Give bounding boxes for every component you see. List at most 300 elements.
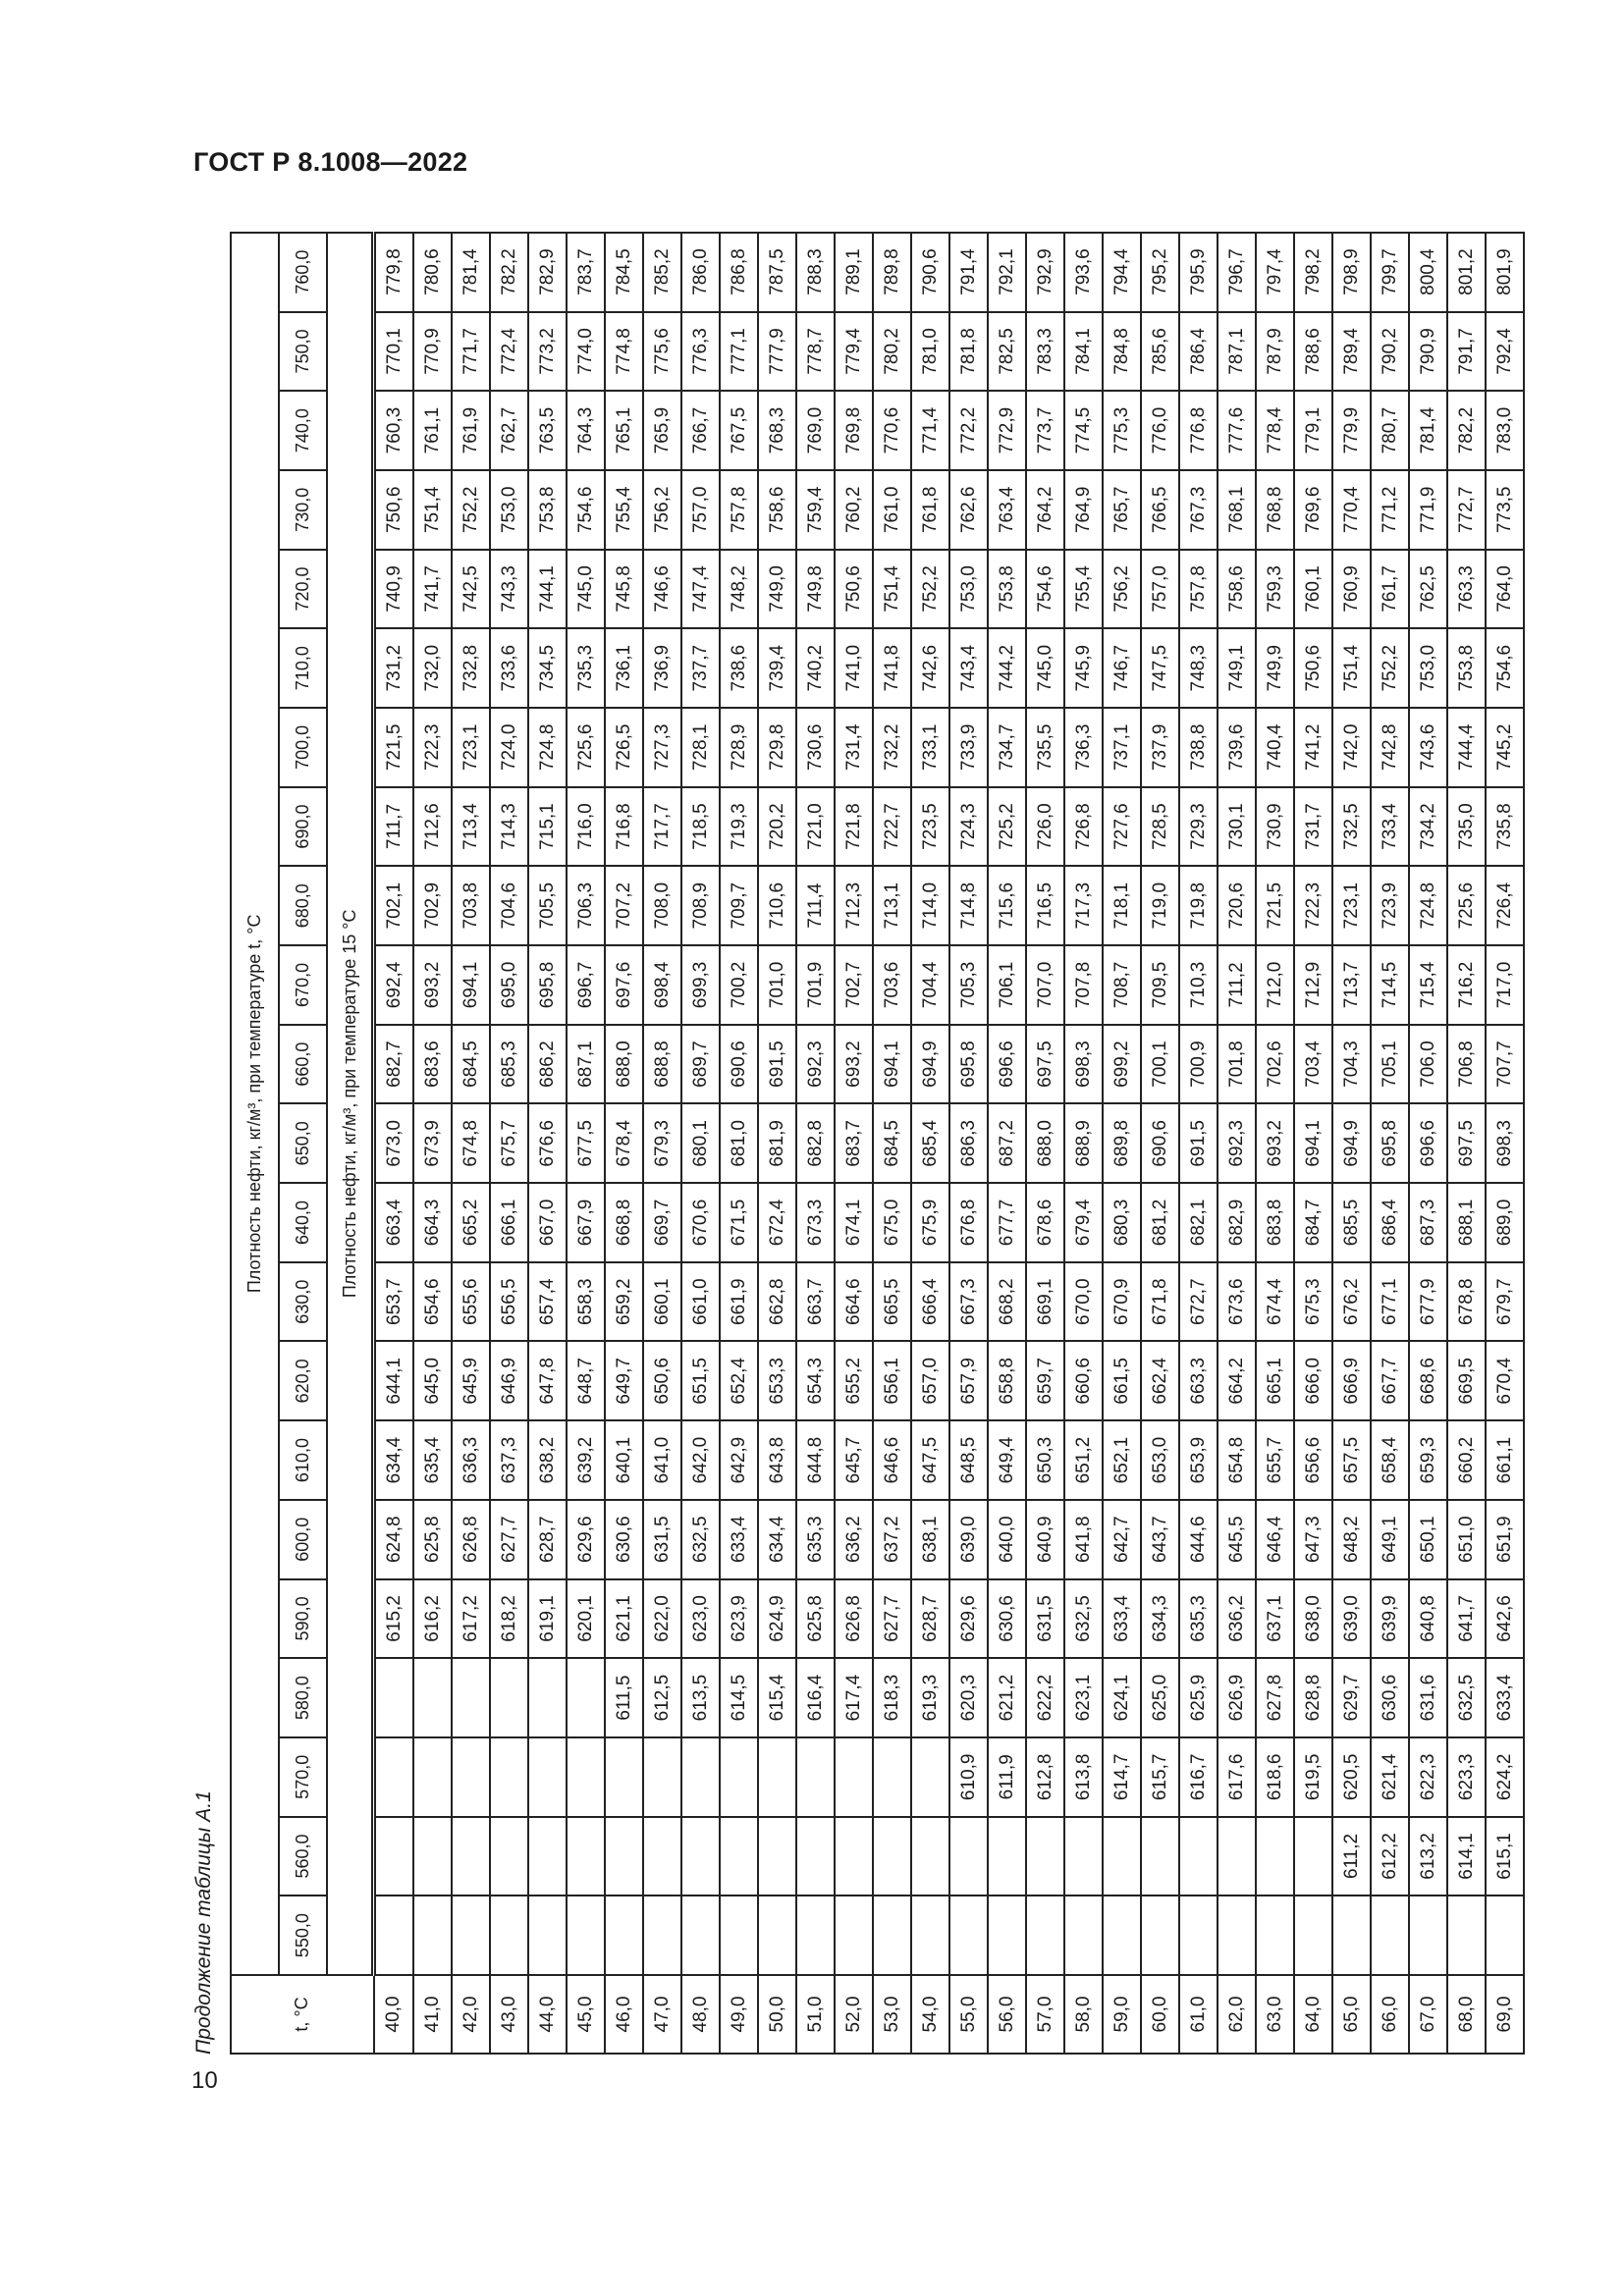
density-value-cell: 645,5 [1218, 1500, 1256, 1579]
density-value-cell: 689,8 [1103, 1103, 1141, 1183]
density-value-cell [1486, 1896, 1524, 1975]
density-value-cell: 702,6 [1256, 1025, 1294, 1104]
density-value-cell: 770,4 [1332, 470, 1371, 550]
density-value-cell: 616,4 [796, 1658, 835, 1737]
density-value-cell: 663,7 [796, 1262, 835, 1342]
density-value-cell: 699,2 [1103, 1025, 1141, 1104]
density-value-cell: 616,2 [413, 1579, 452, 1659]
density-value-cell: 642,7 [1103, 1500, 1141, 1579]
density-value-cell: 752,2 [1371, 628, 1409, 708]
density-value-cell: 668,2 [988, 1262, 1026, 1342]
density-value-cell: 632,5 [1064, 1579, 1103, 1659]
density-value-cell: 783,3 [1026, 312, 1064, 392]
density-value-cell: 691,5 [1179, 1103, 1218, 1183]
density-value-cell [873, 1896, 911, 1975]
density-value-cell: 770,1 [374, 312, 414, 392]
density-value-cell: 623,9 [720, 1579, 758, 1659]
density-value-cell: 668,6 [1409, 1342, 1447, 1421]
density-value-cell: 743,4 [949, 628, 988, 708]
table-row [490, 233, 528, 2054]
density-value-cell: 667,9 [567, 1183, 605, 1262]
density-value-cell: 696,6 [1409, 1103, 1447, 1183]
t-column-header: t, °C [231, 1975, 374, 2054]
density-value-cell: 781,4 [1409, 391, 1447, 470]
density-value-cell: 777,9 [758, 312, 796, 392]
density-value-cell: 661,5 [1103, 1342, 1141, 1421]
density-value-cell: 744,1 [528, 550, 567, 629]
density-value-cell: 646,9 [490, 1342, 528, 1421]
density-value-cell: 734,2 [1409, 787, 1447, 867]
density-value-cell: 754,6 [567, 470, 605, 550]
density-value-cell [911, 1817, 949, 1896]
density-column-header: 760,0 [279, 233, 327, 312]
density-value-cell: 659,2 [605, 1262, 643, 1342]
density-value-cell: 703,4 [1294, 1025, 1332, 1104]
density-value-cell: 647,5 [911, 1420, 949, 1500]
temperature-cell: 45,0 [567, 1975, 605, 2054]
density-value-cell: 692,3 [1218, 1103, 1256, 1183]
density-value-cell: 780,2 [873, 312, 911, 392]
density-value-cell: 733,1 [911, 708, 949, 787]
density-value-cell: 773,2 [528, 312, 567, 392]
density-value-cell [988, 1817, 1026, 1896]
density-value-cell: 682,1 [1179, 1183, 1218, 1262]
density-value-cell: 625,8 [796, 1579, 835, 1659]
density-value-cell: 615,2 [374, 1579, 414, 1659]
density-value-cell: 783,7 [567, 233, 605, 312]
density-value-cell [374, 1817, 414, 1896]
temperature-cell: 61,0 [1179, 1975, 1218, 2054]
density-value-cell: 641,7 [1447, 1579, 1486, 1659]
density-value-cell: 788,3 [796, 233, 835, 312]
density-value-cell: 633,4 [1103, 1579, 1141, 1659]
table-row [1179, 233, 1218, 2054]
table-row [1103, 233, 1141, 2054]
density-value-cell: 690,6 [1141, 1103, 1179, 1183]
density-value-cell: 708,7 [1103, 945, 1141, 1025]
density-value-cell: 764,3 [567, 391, 605, 470]
density-value-cell: 694,1 [452, 945, 490, 1025]
density-value-cell: 765,9 [643, 391, 681, 470]
density-value-cell: 733,6 [490, 628, 528, 708]
density-value-cell: 672,4 [758, 1183, 796, 1262]
density-value-cell: 656,5 [490, 1262, 528, 1342]
density-value-cell: 722,7 [873, 787, 911, 867]
density-column-header: 580,0 [279, 1658, 327, 1737]
density-value-cell: 703,8 [452, 866, 490, 945]
density-value-cell: 654,8 [1218, 1420, 1256, 1500]
density-value-cell: 747,4 [681, 550, 720, 629]
temperature-cell: 64,0 [1294, 1975, 1332, 2054]
density-value-cell: 738,8 [1179, 708, 1218, 787]
density-value-cell [949, 1896, 988, 1975]
density-value-cell: 652,1 [1103, 1420, 1141, 1500]
density-value-cell: 786,8 [720, 233, 758, 312]
table-row [1371, 233, 1409, 2054]
density-value-cell: 744,2 [988, 628, 1026, 708]
density-value-cell: 715,6 [988, 866, 1026, 945]
density-value-cell [528, 1658, 567, 1737]
density-value-cell: 697,5 [1026, 1025, 1064, 1104]
density-value-cell [681, 1737, 720, 1817]
density-value-cell: 732,5 [1332, 787, 1371, 867]
density-value-cell: 726,5 [605, 708, 643, 787]
density-value-cell: 700,9 [1179, 1025, 1218, 1104]
density-value-cell [758, 1737, 796, 1817]
density-value-cell: 721,0 [796, 787, 835, 867]
density-value-cell: 733,4 [1371, 787, 1409, 867]
temperature-cell: 50,0 [758, 1975, 796, 2054]
temperature-cell: 69,0 [1486, 1975, 1524, 2054]
density-value-cell: 647,3 [1294, 1500, 1332, 1579]
density-value-cell: 679,4 [1064, 1183, 1103, 1262]
group-header: Плотность нефти, кг/м³, при температуре t, °C [231, 233, 279, 1975]
temperature-cell: 53,0 [873, 1975, 911, 2054]
density-value-cell: 699,3 [681, 945, 720, 1025]
density-value-cell [835, 1896, 873, 1975]
density-value-cell: 639,2 [567, 1420, 605, 1500]
density-value-cell: 702,9 [413, 866, 452, 945]
density-value-cell: 775,3 [1103, 391, 1141, 470]
temperature-cell: 55,0 [949, 1975, 988, 2054]
density-value-cell: 659,7 [1026, 1342, 1064, 1421]
density-value-cell: 738,6 [720, 628, 758, 708]
density-value-cell: 801,2 [1447, 233, 1486, 312]
density-value-cell: 775,6 [643, 312, 681, 392]
density-value-cell: 644,8 [796, 1420, 835, 1500]
density-value-cell: 765,7 [1103, 470, 1141, 550]
density-value-cell: 739,6 [1218, 708, 1256, 787]
density-value-cell: 646,6 [873, 1420, 911, 1500]
density-value-cell: 692,3 [796, 1025, 835, 1104]
temperature-cell: 42,0 [452, 1975, 490, 2054]
density-value-cell: 651,0 [1447, 1500, 1486, 1579]
density-value-cell: 753,0 [949, 550, 988, 629]
density-value-cell: 761,8 [911, 470, 949, 550]
density-value-cell: 677,1 [1371, 1262, 1409, 1342]
density-value-cell: 755,4 [1064, 550, 1103, 629]
density-value-cell: 641,8 [1064, 1500, 1103, 1579]
table-row [1256, 233, 1294, 2054]
density-value-cell: 770,9 [413, 312, 452, 392]
density-value-cell: 754,6 [1486, 628, 1524, 708]
density-value-cell [758, 1817, 796, 1896]
density-value-cell: 697,5 [1447, 1103, 1486, 1183]
temperature-cell: 59,0 [1103, 1975, 1141, 2054]
table-row [1141, 233, 1179, 2054]
density-value-cell: 649,1 [1371, 1500, 1409, 1579]
density-value-cell: 760,1 [1294, 550, 1332, 629]
density-value-cell: 613,5 [681, 1658, 720, 1737]
density-value-cell: 759,4 [796, 470, 835, 550]
density-value-cell: 683,7 [835, 1103, 873, 1183]
density-value-cell: 631,5 [1026, 1579, 1064, 1659]
density-value-cell: 700,2 [720, 945, 758, 1025]
table-row [1447, 233, 1486, 2054]
density-value-cell [873, 1817, 911, 1896]
temperature-cell: 52,0 [835, 1975, 873, 2054]
density-value-cell: 694,9 [911, 1025, 949, 1104]
density-value-cell: 715,1 [528, 787, 567, 867]
density-value-cell [605, 1737, 643, 1817]
density-value-cell: 614,1 [1447, 1817, 1486, 1896]
temperature-cell: 44,0 [528, 1975, 567, 2054]
density-value-cell: 675,0 [873, 1183, 911, 1262]
density-value-cell: 727,3 [643, 708, 681, 787]
density-value-cell: 657,4 [528, 1262, 567, 1342]
density-value-cell: 726,0 [1026, 787, 1064, 867]
density-value-cell: 725,6 [1447, 866, 1486, 945]
density-value-cell: 785,6 [1141, 312, 1179, 392]
density-value-cell: 696,6 [988, 1025, 1026, 1104]
density-value-cell: 644,6 [1179, 1500, 1218, 1579]
density-value-cell: 798,9 [1332, 233, 1371, 312]
density-column-header: 600,0 [279, 1500, 327, 1579]
density-value-cell: 635,3 [1179, 1579, 1218, 1659]
density-value-cell: 776,0 [1141, 391, 1179, 470]
density-value-cell: 698,3 [1486, 1103, 1524, 1183]
density-value-cell: 613,8 [1064, 1737, 1103, 1817]
density-value-cell [1332, 1896, 1371, 1975]
density-value-cell: 662,8 [758, 1262, 796, 1342]
density-value-cell [681, 1896, 720, 1975]
density-value-cell: 714,5 [1371, 945, 1409, 1025]
density-value-cell: 761,9 [452, 391, 490, 470]
density-value-cell: 640,0 [988, 1500, 1026, 1579]
density-value-cell [567, 1896, 605, 1975]
density-value-cell: 749,9 [1256, 628, 1294, 708]
density-value-cell: 731,7 [1294, 787, 1332, 867]
density-value-cell: 768,3 [758, 391, 796, 470]
density-value-cell: 704,4 [911, 945, 949, 1025]
density-value-cell: 635,3 [796, 1500, 835, 1579]
density-value-cell: 707,7 [1486, 1025, 1524, 1104]
density-value-cell: 689,0 [1486, 1183, 1524, 1262]
density-value-cell: 616,7 [1179, 1737, 1218, 1817]
density-value-cell: 622,0 [643, 1579, 681, 1659]
density-value-cell: 745,9 [1064, 628, 1103, 708]
density-value-cell: 631,6 [1409, 1658, 1447, 1737]
density-value-cell [835, 1737, 873, 1817]
density-value-cell: 673,9 [413, 1103, 452, 1183]
density-value-cell [1218, 1896, 1256, 1975]
density-value-cell: 760,9 [1332, 550, 1371, 629]
density-value-cell [873, 1737, 911, 1817]
density-value-cell: 617,2 [452, 1579, 490, 1659]
density-value-cell: 683,8 [1256, 1183, 1294, 1262]
density-value-cell: 717,7 [643, 787, 681, 867]
density-value-cell: 697,6 [605, 945, 643, 1025]
density-value-cell: 610,9 [949, 1737, 988, 1817]
density-value-cell: 778,4 [1256, 391, 1294, 470]
density-value-cell: 762,6 [949, 470, 988, 550]
density-value-cell: 656,6 [1294, 1420, 1332, 1500]
density-value-cell: 705,1 [1371, 1025, 1409, 1104]
density-value-cell [452, 1737, 490, 1817]
density-value-cell: 732,8 [452, 628, 490, 708]
table-row [413, 233, 452, 2054]
density-value-cell: 723,1 [452, 708, 490, 787]
density-value-cell: 724,0 [490, 708, 528, 787]
density-value-cell: 670,0 [1064, 1262, 1103, 1342]
density-value-cell: 795,2 [1141, 233, 1179, 312]
density-value-cell [490, 1896, 528, 1975]
density-value-cell: 709,7 [720, 866, 758, 945]
density-value-cell: 728,1 [681, 708, 720, 787]
density-value-cell: 774,5 [1064, 391, 1103, 470]
density-value-cell: 655,2 [835, 1342, 873, 1421]
density-value-cell: 726,8 [1064, 787, 1103, 867]
density-value-cell: 707,0 [1026, 945, 1064, 1025]
density-value-cell [643, 1896, 681, 1975]
density-value-cell: 750,6 [374, 470, 414, 550]
density-value-cell: 752,2 [911, 550, 949, 629]
density-value-cell: 694,1 [1294, 1103, 1332, 1183]
density-value-cell: 788,6 [1294, 312, 1332, 392]
density-value-cell: 789,1 [835, 233, 873, 312]
density-value-cell: 768,8 [1256, 470, 1294, 550]
temperature-cell: 47,0 [643, 1975, 681, 2054]
density-value-cell: 649,4 [988, 1420, 1026, 1500]
density-value-cell: 784,8 [1103, 312, 1141, 392]
density-value-cell: 654,6 [413, 1262, 452, 1342]
density-value-cell [1179, 1817, 1218, 1896]
density-value-cell: 657,5 [1332, 1420, 1371, 1500]
density-value-cell: 750,6 [835, 550, 873, 629]
density-value-cell: 648,2 [1332, 1500, 1371, 1579]
density-value-cell: 740,2 [796, 628, 835, 708]
table-row [988, 233, 1026, 2054]
density-value-cell: 774,8 [605, 312, 643, 392]
density-value-cell: 735,3 [567, 628, 605, 708]
density-value-cell: 757,0 [681, 470, 720, 550]
density-value-cell: 628,7 [911, 1579, 949, 1659]
density-value-cell: 800,4 [1409, 233, 1447, 312]
density-value-cell: 702,7 [835, 945, 873, 1025]
density-value-cell: 771,4 [911, 391, 949, 470]
density-value-cell: 625,0 [1141, 1658, 1179, 1737]
table-row [1486, 233, 1524, 2054]
density-value-cell: 626,9 [1218, 1658, 1256, 1737]
density-value-cell: 623,1 [1064, 1658, 1103, 1737]
density-value-cell: 790,2 [1371, 312, 1409, 392]
density-value-cell: 682,8 [796, 1103, 835, 1183]
density-value-cell: 771,9 [1409, 470, 1447, 550]
density-value-cell: 673,0 [374, 1103, 414, 1183]
density-value-cell: 626,8 [452, 1500, 490, 1579]
density-value-cell: 693,2 [835, 1025, 873, 1104]
density-value-cell: 773,5 [1486, 470, 1524, 550]
density-value-cell: 741,2 [1294, 708, 1332, 787]
density-value-cell: 736,9 [643, 628, 681, 708]
density-value-cell: 777,6 [1218, 391, 1256, 470]
density-value-cell: 694,9 [1332, 1103, 1371, 1183]
density-value-cell: 666,4 [911, 1262, 949, 1342]
density-value-cell: 742,6 [911, 628, 949, 708]
density-value-cell [1409, 1896, 1447, 1975]
density-value-cell: 621,2 [988, 1658, 1026, 1737]
density-value-cell: 768,1 [1218, 470, 1256, 550]
density-value-cell: 763,3 [1447, 550, 1486, 629]
density-value-cell: 753,8 [1447, 628, 1486, 708]
density-value-cell: 669,1 [1026, 1262, 1064, 1342]
density-value-cell: 677,9 [1409, 1262, 1447, 1342]
density-value-cell: 667,0 [528, 1183, 567, 1262]
density-value-cell: 622,2 [1026, 1658, 1064, 1737]
density-value-cell: 645,9 [452, 1342, 490, 1421]
density-value-cell: 797,4 [1256, 233, 1294, 312]
density-value-cell: 745,0 [567, 550, 605, 629]
table-row [1409, 233, 1447, 2054]
density-value-cell [1179, 1896, 1218, 1975]
density-value-cell: 622,3 [1409, 1737, 1447, 1817]
density-value-cell: 624,2 [1486, 1737, 1524, 1817]
density-value-cell: 660,2 [1447, 1420, 1486, 1500]
density-value-cell: 686,3 [949, 1103, 988, 1183]
density-value-cell: 653,9 [1179, 1420, 1218, 1500]
density-value-cell: 702,1 [374, 866, 414, 945]
density-value-cell: 679,7 [1486, 1262, 1524, 1342]
density-value-cell: 787,9 [1256, 312, 1294, 392]
density-value-cell: 753,8 [528, 470, 567, 550]
density-value-cell: 695,0 [490, 945, 528, 1025]
density-value-cell [796, 1737, 835, 1817]
density-value-cell: 701,0 [758, 945, 796, 1025]
density-value-cell: 716,5 [1026, 866, 1064, 945]
density-value-cell: 799,7 [1371, 233, 1409, 312]
temperature-cell: 63,0 [1256, 1975, 1294, 2054]
density-value-cell [374, 1737, 414, 1817]
density-value-cell: 721,8 [835, 787, 873, 867]
density-value-cell: 618,3 [873, 1658, 911, 1737]
density-value-cell: 761,7 [1371, 550, 1409, 629]
density-value-cell: 712,9 [1294, 945, 1332, 1025]
density-value-cell: 782,9 [528, 233, 567, 312]
density-value-cell: 749,0 [758, 550, 796, 629]
density-value-cell: 617,4 [835, 1658, 873, 1737]
density-value-cell: 780,6 [413, 233, 452, 312]
density-value-cell: 744,4 [1447, 708, 1486, 787]
density-value-cell: 792,1 [988, 233, 1026, 312]
density-value-cell: 656,1 [873, 1342, 911, 1421]
density-value-cell: 712,0 [1256, 945, 1294, 1025]
density-value-cell: 705,3 [949, 945, 988, 1025]
density-value-cell: 762,5 [1409, 550, 1447, 629]
density-value-cell: 772,2 [949, 391, 988, 470]
density-value-cell: 781,4 [452, 233, 490, 312]
density-value-cell: 627,8 [1256, 1658, 1294, 1737]
density-value-cell: 779,4 [835, 312, 873, 392]
density-value-cell: 734,7 [988, 708, 1026, 787]
density-value-cell: 740,9 [374, 550, 414, 629]
density-value-cell: 688,0 [1026, 1103, 1064, 1183]
density-value-cell: 682,7 [374, 1025, 414, 1104]
density-value-cell [1294, 1896, 1332, 1975]
density-value-cell: 620,1 [567, 1579, 605, 1659]
density-value-cell: 714,8 [949, 866, 988, 945]
density-value-cell [1256, 1817, 1294, 1896]
density-value-cell: 757,8 [1179, 550, 1218, 629]
density-value-cell: 705,5 [528, 866, 567, 945]
density-value-cell: 711,4 [796, 866, 835, 945]
density-value-cell: 782,2 [1447, 391, 1486, 470]
density-value-cell: 651,9 [1486, 1500, 1524, 1579]
density-value-cell: 710,3 [1179, 945, 1218, 1025]
density-value-cell: 613,2 [1409, 1817, 1447, 1896]
density-value-cell: 669,7 [643, 1183, 681, 1262]
density-value-cell: 670,4 [1486, 1342, 1524, 1421]
density-value-cell: 621,1 [605, 1579, 643, 1659]
